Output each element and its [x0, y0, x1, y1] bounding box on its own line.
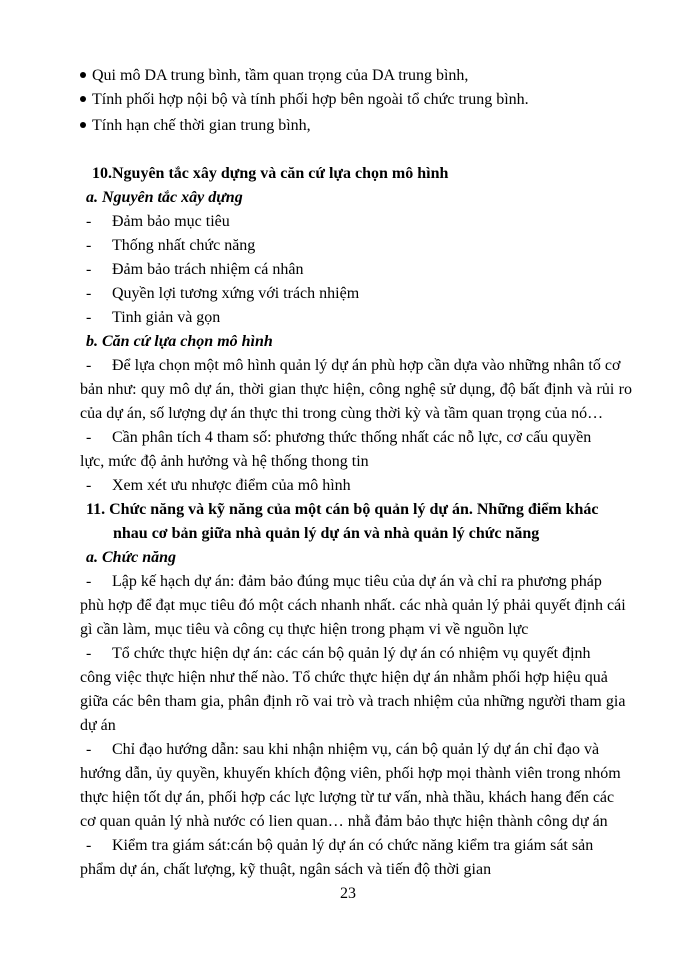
paragraph-line: công việc thực hiện như thế nào. Tổ chức thực hiện dự án nhằm phối hợp hiệu quả	[80, 669, 608, 686]
paragraph-line: phẩm dự án, chất lượng, kỹ thuật, ngân sách và tiến độ thời gian	[80, 861, 492, 878]
section-10-subheading-a: a. Nguyên tắc xây dựng	[86, 189, 243, 206]
paragraph-line: giữa các bên tham gia, phân định rõ vai trò và trach nhiệm của những người tham gia	[80, 693, 626, 710]
bullet-item: Tính phối hợp nội bộ và tính phối hợp bên ngoài tổ chức trung bình.	[80, 90, 529, 110]
section-11-heading: 11. Chức năng và kỹ năng của một cán bộ quản lý dự án. Những điểm khác	[86, 501, 599, 518]
list-item: - Đảm bảo mục tiêu	[86, 213, 230, 230]
section-10-heading: 10.Nguyên tắc xây dựng và căn cứ lựa chọn mô hình	[92, 165, 449, 182]
paragraph-line: dự án	[80, 717, 116, 734]
paragraph-line: gì cần làm, mục tiêu và công cụ thực hiện trong phạm vi về nguồn lực	[80, 621, 529, 638]
list-item: - Tinh giản và gọn	[86, 309, 221, 326]
paragraph-line: bản như: quy mô dự án, thời gian thực hiện, công nghệ sử dụng, độ bất định và rủi ro	[80, 381, 632, 398]
bullet-icon	[80, 72, 86, 78]
list-item: - Thống nhất chức năng	[86, 237, 256, 254]
section-10-subheading-b: b. Căn cứ lựa chọn mô hình	[86, 333, 273, 350]
bullet-item: Qui mô DA trung bình, tầm quan trọng của DA trung bình,	[80, 66, 468, 86]
paragraph-line: phù hợp để đạt mục tiêu đó một cách nhanh nhất. các nhà quản lý phải quyết định cái	[80, 597, 626, 614]
bullet-icon	[80, 96, 86, 102]
paragraph-line: thực hiện tốt dự án, phối hợp các lực lượng từ tư vấn, nhà thầu, khách hang đến các	[80, 789, 615, 806]
paragraph-line: - Lập kế hạch dự án: đảm bảo đúng mục tiêu của dự án và chỉ ra phương pháp	[86, 573, 602, 590]
paragraph-line: - Chỉ đạo hướng dẫn: sau khi nhận nhiệm vụ, cán bộ quản lý dự án chỉ đạo và	[86, 741, 600, 758]
list-item: - Quyền lợi tương xứng với trách nhiệm	[86, 285, 360, 302]
section-11-subheading-a: a. Chức năng	[86, 549, 177, 566]
paragraph-line: - Cần phân tích 4 tham số: phương thức thống nhất các nỗ lực, cơ cấu quyền	[86, 429, 592, 446]
paragraph-line: - Tổ chức thực hiện dự án: các cán bộ quản lý dự án có nhiệm vụ quyết định	[86, 645, 591, 662]
bullet-item: Tính hạn chế thời gian trung bình,	[80, 116, 311, 136]
paragraph-line: - Để lựa chọn một mô hình quản lý dự án phù hợp cần dựa vào những nhân tố cơ	[86, 357, 621, 374]
section-11-heading-cont: nhau cơ bản giữa nhà quản lý dự án và nhà quản lý chức năng	[113, 525, 540, 542]
list-item: - Xem xét ưu nhược điểm của mô hình	[86, 477, 351, 494]
bullet-icon	[80, 122, 86, 128]
paragraph-line: hướng dẫn, ủy quyền, khuyến khích động viên, phối hợp mọi thành viên trong nhóm	[80, 765, 621, 782]
paragraph-line: của dự án, số lượng dự án thực thi trong cùng thời kỳ và tầm quan trọng của nó…	[80, 405, 604, 422]
paragraph-line: - Kiểm tra giám sát:cán bộ quản lý dự án có chức năng kiểm tra giám sát sản	[86, 837, 594, 854]
list-item: - Đảm bảo trách nhiệm cá nhân	[86, 261, 304, 278]
paragraph-line: lực, mức độ ảnh hưởng và hệ thống thong tin	[80, 453, 369, 470]
page-number: 23	[340, 885, 356, 902]
paragraph-line: cơ quan quản lý nhà nước có lien quan… nhằ đảm bảo thực hiện thành công dự án	[80, 813, 608, 830]
